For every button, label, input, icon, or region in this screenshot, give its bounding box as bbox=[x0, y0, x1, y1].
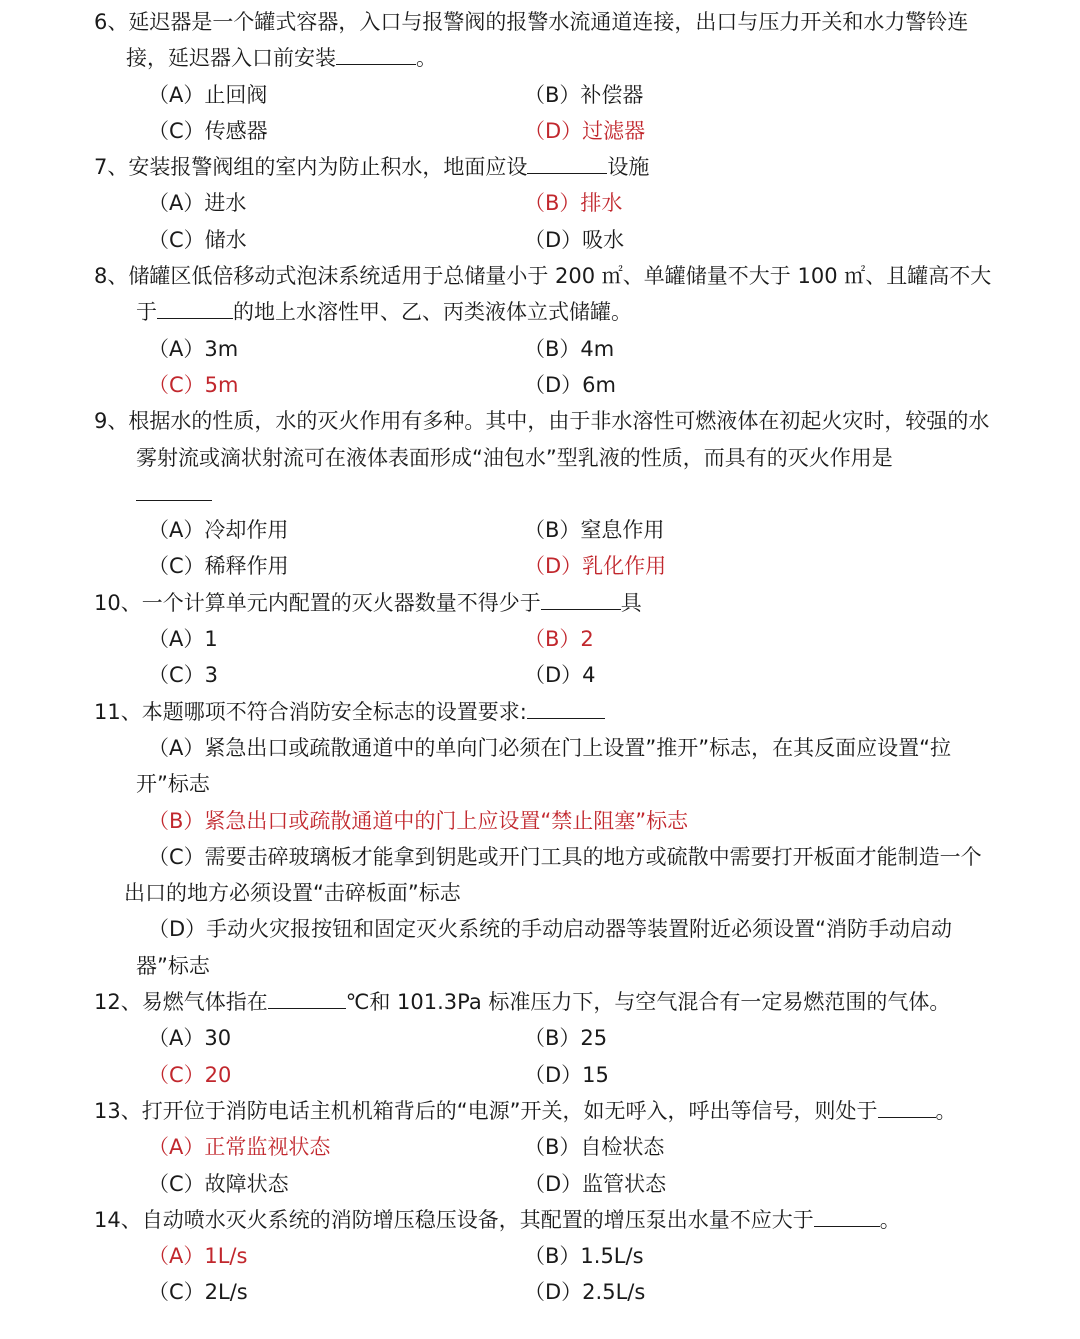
option-row bbox=[94, 512, 1000, 548]
option-b: （B）4m bbox=[524, 336, 615, 361]
option-a: （A）1 bbox=[148, 627, 218, 652]
option-b: （B）自检状态 bbox=[524, 1135, 665, 1160]
question-10 bbox=[94, 585, 1000, 694]
question-12 bbox=[94, 984, 1000, 1093]
answer-blank bbox=[527, 696, 605, 719]
option-a: （A）止回阀 bbox=[148, 82, 268, 107]
question-14 bbox=[94, 1202, 1000, 1311]
stem-text-tail: 。 bbox=[879, 1207, 901, 1232]
option-b-correct: （B）紧急出口或疏散通道中的门上应设置“禁止阻塞”标志 bbox=[148, 808, 689, 833]
question-stem bbox=[94, 984, 1000, 1020]
stem-text: 一个计算单元内配置的灭火器数量不得少于 bbox=[141, 590, 541, 615]
option-c: （C）储水 bbox=[148, 227, 247, 252]
option-c-correct: （C）5m bbox=[148, 372, 239, 397]
answer-blank bbox=[541, 587, 621, 610]
answer-blank bbox=[814, 1204, 880, 1227]
question-stem bbox=[94, 4, 1000, 77]
question-13 bbox=[94, 1093, 1000, 1202]
question-stem bbox=[94, 585, 1000, 621]
question-number: 7、 bbox=[94, 155, 129, 180]
question-stem bbox=[94, 258, 1000, 331]
question-stem bbox=[94, 149, 1000, 185]
option-b: （B）1.5L/s bbox=[524, 1244, 644, 1269]
option-d: （D）手动火灾报按钮和固定灭火系统的手动启动器等装置附近必须设置“消防手动启动器”标志 bbox=[136, 917, 953, 978]
option-a: （A）进水 bbox=[148, 191, 247, 216]
option-a-correct: （A）正常监视状态 bbox=[148, 1135, 331, 1160]
option-row bbox=[94, 1166, 1000, 1202]
option-d: （D）2.5L/s bbox=[524, 1280, 646, 1305]
question-number: 14、 bbox=[94, 1207, 142, 1232]
stem-text-tail: 设施 bbox=[607, 155, 650, 180]
option-row bbox=[94, 77, 1000, 113]
option-c: （C）传感器 bbox=[148, 118, 268, 143]
option-b: （B）25 bbox=[524, 1026, 608, 1051]
option-d-correct: （D）过滤器 bbox=[524, 118, 646, 143]
option-row bbox=[94, 1238, 1000, 1274]
option-c: （C）2L/s bbox=[148, 1280, 248, 1305]
option-row bbox=[94, 1020, 1000, 1056]
option-a: （A）3m bbox=[148, 336, 239, 361]
option-b: （B）窒息作用 bbox=[524, 518, 665, 543]
option-a: （A）冷却作用 bbox=[148, 518, 289, 543]
answer-blank bbox=[527, 151, 607, 174]
question-6 bbox=[94, 4, 1000, 149]
stem-text: 易燃气体指在 bbox=[141, 990, 268, 1015]
option-c: （C）3 bbox=[148, 663, 219, 688]
option-d: （D）吸水 bbox=[524, 227, 625, 252]
question-stem bbox=[94, 1202, 1000, 1238]
question-9 bbox=[94, 403, 1000, 584]
option-row bbox=[94, 548, 1000, 584]
option-row bbox=[94, 331, 1000, 367]
option-d: （D）15 bbox=[524, 1062, 609, 1087]
option-b-correct: （B）排水 bbox=[524, 191, 623, 216]
option-d-correct: （D）乳化作用 bbox=[524, 554, 667, 579]
stem-text-tail: 。 bbox=[416, 46, 437, 71]
option-d: （D）监管状态 bbox=[524, 1171, 667, 1196]
stem-text: 根据水的性质，水的灭火作用有多种。其中，由于非水溶性可燃液体在初起火灾时，较强的水雾射流或滴状射流可在液体表面形成“油包水”型乳液的性质，而具有的灭火作用是 bbox=[128, 409, 990, 470]
stem-text: 自动喷水灭火系统的消防增压稳压设备，其配置的增压泵出水量不应大于 bbox=[141, 1207, 814, 1232]
option-a: （A）30 bbox=[148, 1026, 232, 1051]
option-row bbox=[94, 1057, 1000, 1093]
stem-text: 打开位于消防电话主机机箱背后的“电源”开关，如无呼入，呼出等信号，则处于 bbox=[141, 1098, 878, 1123]
question-number: 11、 bbox=[94, 699, 142, 724]
question-stem bbox=[94, 403, 1000, 512]
option-b-correct: （B）2 bbox=[524, 627, 594, 652]
option-row bbox=[94, 367, 1000, 403]
answer-blank bbox=[336, 42, 416, 65]
option-c-correct: （C）20 bbox=[148, 1062, 232, 1087]
option-d: （D）4 bbox=[524, 663, 596, 688]
option-a: （A）紧急出口或疏散通道中的单向门必须在门上设置”推开”标志，在其反面应设置“拉开”标志 bbox=[136, 735, 952, 797]
stem-text-tail: ℃和 101.3Pa 标准压力下，与空气混合有一定易燃范围的气体。 bbox=[345, 990, 951, 1015]
stem-text: 安装报警阀组的室内为防止积水，地面应设 bbox=[128, 155, 528, 180]
question-stem bbox=[94, 1093, 1000, 1129]
stem-text: 本题哪项不符合消防安全标志的设置要求: bbox=[141, 699, 527, 724]
stem-text-tail: 的地上水溶性甲、乙、丙类液体立式储罐。 bbox=[233, 300, 632, 325]
question-number: 6、 bbox=[94, 10, 129, 34]
stem-text-tail: 。 bbox=[935, 1098, 957, 1123]
stem-text-tail: 具 bbox=[620, 590, 642, 615]
question-number: 10、 bbox=[94, 590, 142, 615]
option-c: （C）需要击碎玻璃板才能拿到钥匙或开门工具的地方或硫散中需要打开板面才能制造一个出口的地方必须设置“击碎板面”标志 bbox=[124, 844, 982, 906]
answer-blank bbox=[157, 296, 233, 319]
option-row bbox=[94, 185, 1000, 221]
answer-blank bbox=[268, 986, 346, 1009]
option-c: （C）稀释作用 bbox=[148, 554, 289, 579]
question-7 bbox=[94, 149, 1000, 258]
answer-blank bbox=[878, 1095, 936, 1118]
question-number: 8、 bbox=[94, 264, 129, 289]
option-row bbox=[94, 1129, 1000, 1165]
question-number: 9、 bbox=[94, 409, 129, 434]
option-row bbox=[94, 621, 1000, 657]
option-row bbox=[94, 222, 1000, 258]
stem-text: 储罐区低倍移动式泡沫系统适用于总储量小于 200 ㎡、单罐储量不大于 100 ㎡、且罐高不大于 bbox=[128, 264, 992, 325]
option-a-correct: （A）1L/s bbox=[148, 1244, 248, 1269]
option-d: （D）6m bbox=[524, 372, 616, 397]
option-b: （B）补偿器 bbox=[524, 82, 644, 107]
option-row bbox=[94, 113, 1000, 149]
question-8 bbox=[94, 258, 1000, 403]
option-c: （C）故障状态 bbox=[148, 1171, 289, 1196]
option-row bbox=[94, 1274, 1000, 1310]
option-row bbox=[94, 657, 1000, 693]
stem-text: 延迟器是一个罐式容器，入口与报警阀的报警水流通道连接，出口与压力开关和水力警铃连接，延迟器入口前安装 bbox=[126, 10, 969, 71]
answer-blank bbox=[136, 478, 212, 501]
question-stem bbox=[94, 694, 1000, 730]
question-number: 13、 bbox=[94, 1098, 142, 1123]
question-11 bbox=[94, 694, 1000, 984]
question-number: 12、 bbox=[94, 990, 142, 1015]
